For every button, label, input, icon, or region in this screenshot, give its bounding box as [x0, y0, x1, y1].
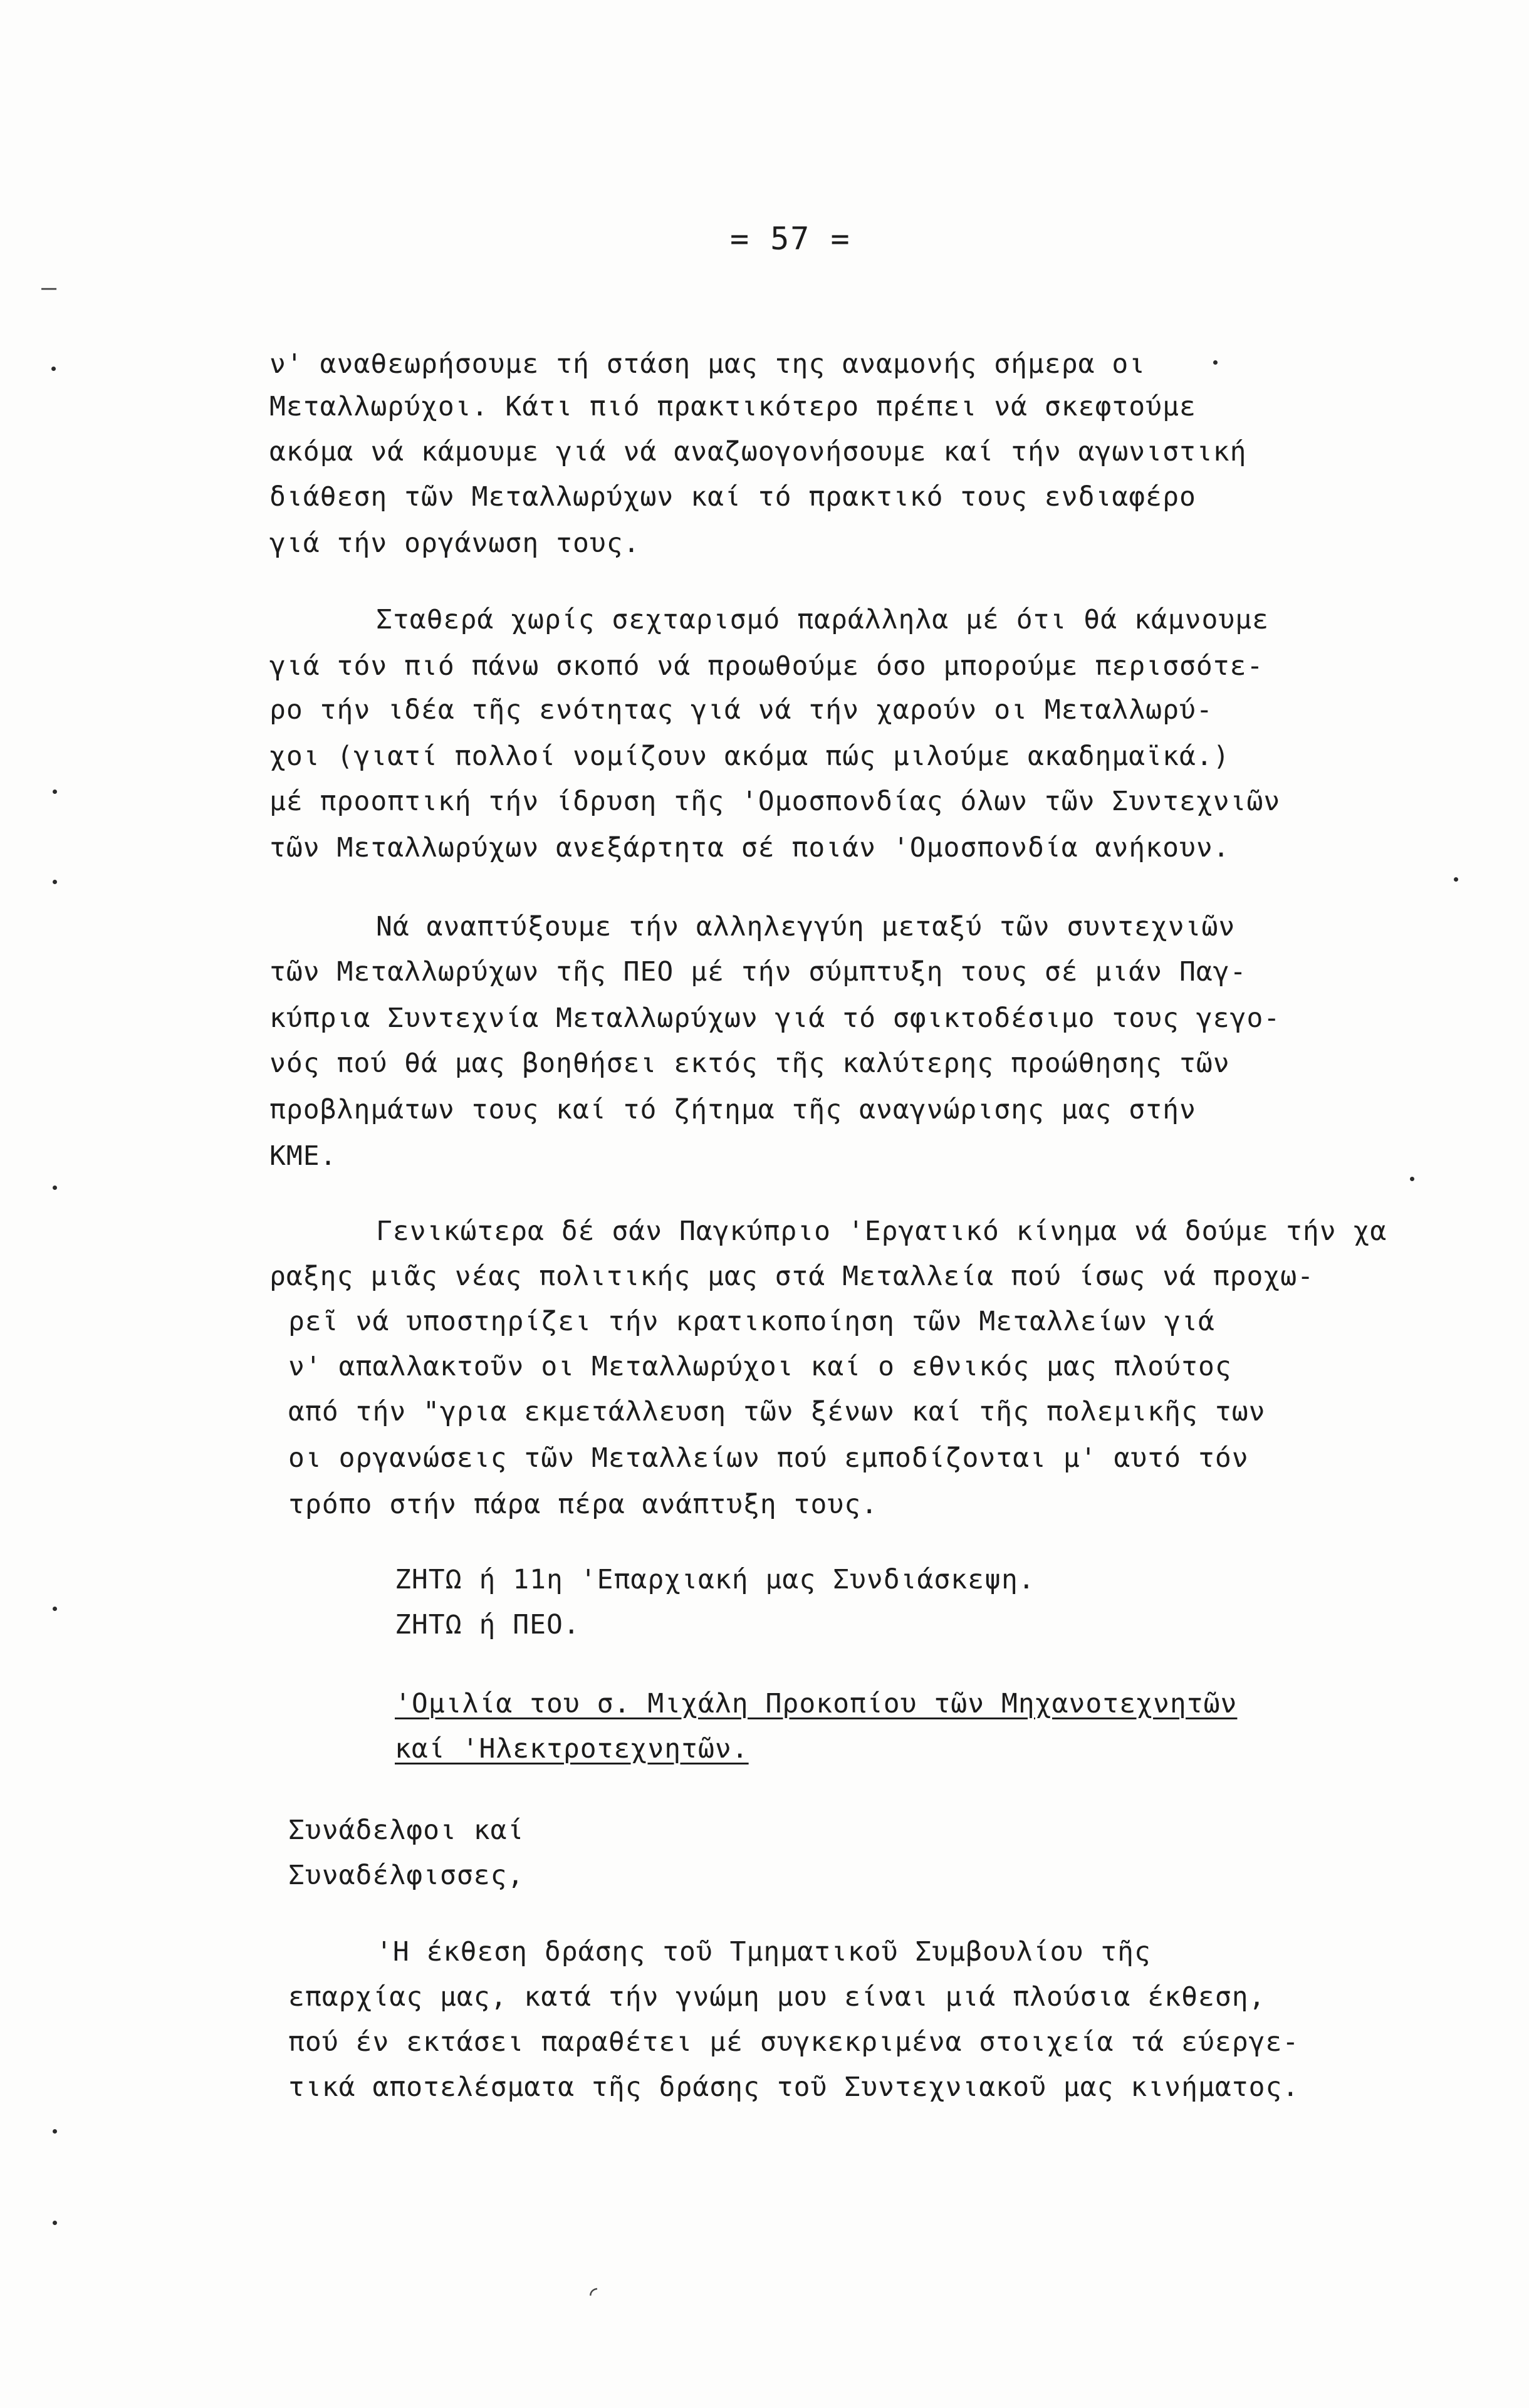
margin-dash-mark: – — [41, 273, 57, 302]
paragraph-4-line-5: από τήν "γρια εκμετάλλευση τῶν ξένων καί τῆς πολεμικῆς των — [288, 1396, 1266, 1427]
salutation-line-1: Συνάδελφοι καί — [288, 1815, 524, 1846]
salutation-line-2: Συναδέλφισσες, — [288, 1860, 524, 1891]
paragraph-3-line-6: ΚΜΕ. — [269, 1140, 337, 1172]
paragraph-1-line-5: γιά τήν οργάνωση τους. — [269, 528, 640, 559]
paragraph-1-line-3: ακόμα νά κάμουμε γιά νά αναζωογονήσουμε καί τήν αγωνιστική — [269, 436, 1247, 467]
paragraph-2-line-3: ρο τήν ιδέα τῆς ενότητας γιά νά τήν χαρούν οι Μεταλλωρύ- — [269, 694, 1213, 726]
paragraph-3-line-3: κύπρια Συντεχνία Μεταλλωρύχων γιά τό σφικτοδέσιμο τους γεγο- — [269, 1003, 1281, 1034]
scan-speck — [1454, 877, 1458, 882]
scan-speck — [53, 2221, 57, 2225]
scan-speck — [53, 1607, 57, 1611]
paragraph-4-line-3: ρεῖ νά υποστηρίζει τήν κρατικοποίηση τῶν Μεταλλείων γιά — [288, 1306, 1215, 1337]
paragraph-4-line-7: τρόπο στήν πάρα πέρα ανάπτυξη τους. — [288, 1489, 879, 1520]
speech-heading-line-1: 'Ομιλία του σ. Μιχάλη Προκοπίου τῶν Μηχανοτεχνητῶν — [395, 1688, 1238, 1719]
paragraph-4-line-2: ραξης μιᾶς νέας πολιτικής μας στά Μεταλλεία πού ίσως νά προχω- — [269, 1261, 1315, 1292]
scan-speck — [53, 1186, 57, 1190]
scan-speck — [53, 2129, 57, 2134]
closing-paragraph-line-4: τικά αποτελέσματα τῆς δράσης τοῦ Συντεχνιακοῦ μας κινήματος. — [288, 2072, 1300, 2103]
slogan-1: ΖΗΤΩ ή 11η 'Επαρχιακή μας Συνδιάσκεψη. — [395, 1564, 1035, 1595]
closing-paragraph-line-3: πού έν εκτάσει παραθέτει μέ συγκεκριμένα στοιχεία τά εύεργε- — [288, 2026, 1300, 2058]
paragraph-3-line-4: νός πού θά μας βοηθήσει εκτός τῆς καλύτερης προώθησης τῶν — [269, 1048, 1230, 1079]
paragraph-1-line-1: ν' αναθεωρήσουμε τή στάση μας της αναμονής σήμερα οι — [269, 348, 1146, 380]
paragraph-4-line-6: οι οργανώσεις τῶν Μεταλλείων πού εμποδίζονται μ' αυτό τόν — [288, 1442, 1249, 1474]
paragraph-1-line-2: Μεταλλωρύχοι. Κάτι πιό πρακτικότερο πρέπει νά σκεφτούμε — [269, 391, 1196, 422]
paragraph-2-line-6: τῶν Μεταλλωρύχων ανεξάρτητα σέ ποιάν 'Ομοσπονδία ανήκουν. — [269, 832, 1230, 863]
paragraph-3-line-2: τῶν Μεταλλωρύχων τῆς ΠΕΟ μέ τήν σύμπτυξη τους σέ μιάν Παγ- — [269, 956, 1247, 988]
paragraph-4-line-4: ν' απαλλακτοῦν οι Μεταλλωρύχοι καί ο εθνικός μας πλούτος — [288, 1351, 1232, 1382]
paragraph-2-line-4: χοι (γιατί πολλοί νομίζουν ακόμα πώς μιλούμε ακαδημαϊκά.) — [269, 741, 1230, 772]
scan-speck — [53, 880, 57, 884]
paragraph-2-line-2: γιά τόν πιό πάνω σκοπό νά προωθούμε όσο μπορούμε περισσότε- — [269, 650, 1264, 682]
paragraph-3-line-1: Νά αναπτύξουμε τήν αλληλεγγύη μεταξύ τῶν συντεχνιῶν — [376, 911, 1236, 942]
slogan-2: ΖΗΤΩ ή ΠΕΟ. — [395, 1609, 580, 1640]
scan-speck — [1410, 1177, 1414, 1181]
paragraph-1-line-4: διάθεση τῶν Μεταλλωρύχων καί τό πρακτικό τους ενδιαφέρο — [269, 481, 1196, 513]
scan-speck — [53, 790, 57, 794]
scan-speck — [1213, 360, 1218, 365]
ink-mark: ◜ — [586, 2280, 602, 2308]
paragraph-2-line-1: Σταθερά χωρίς σεχταρισμό παράλληλα μέ ότι θά κάμνουμε — [376, 604, 1270, 635]
speech-heading-line-2: καί 'Ηλεκτροτεχνητῶν. — [395, 1733, 749, 1764]
paragraph-4-line-1: Γενικώτερα δέ σάν Παγκύπριο 'Εργατικό κίνημα νά δούμε τήν χα — [376, 1216, 1387, 1247]
closing-paragraph-line-1: 'Η έκθεση δράσης τοῦ Τμηματικοῦ Συμβουλίου τῆς — [376, 1936, 1151, 1968]
paragraph-3-line-5: προβλημάτων τους καί τό ζήτημα τῆς αναγνώρισης μας στήν — [269, 1094, 1196, 1125]
scan-speck — [51, 367, 56, 371]
paragraph-2-line-5: μέ προοπτική τήν ίδρυση τῆς 'Ομοσπονδίας όλων τῶν Συντεχνιῶν — [269, 786, 1281, 817]
closing-paragraph-line-2: επαρχίας μας, κατά τήν γνώμη μου είναι μιά πλούσια έκθεση, — [288, 1981, 1266, 2013]
page-number: = 57 = — [730, 221, 851, 257]
